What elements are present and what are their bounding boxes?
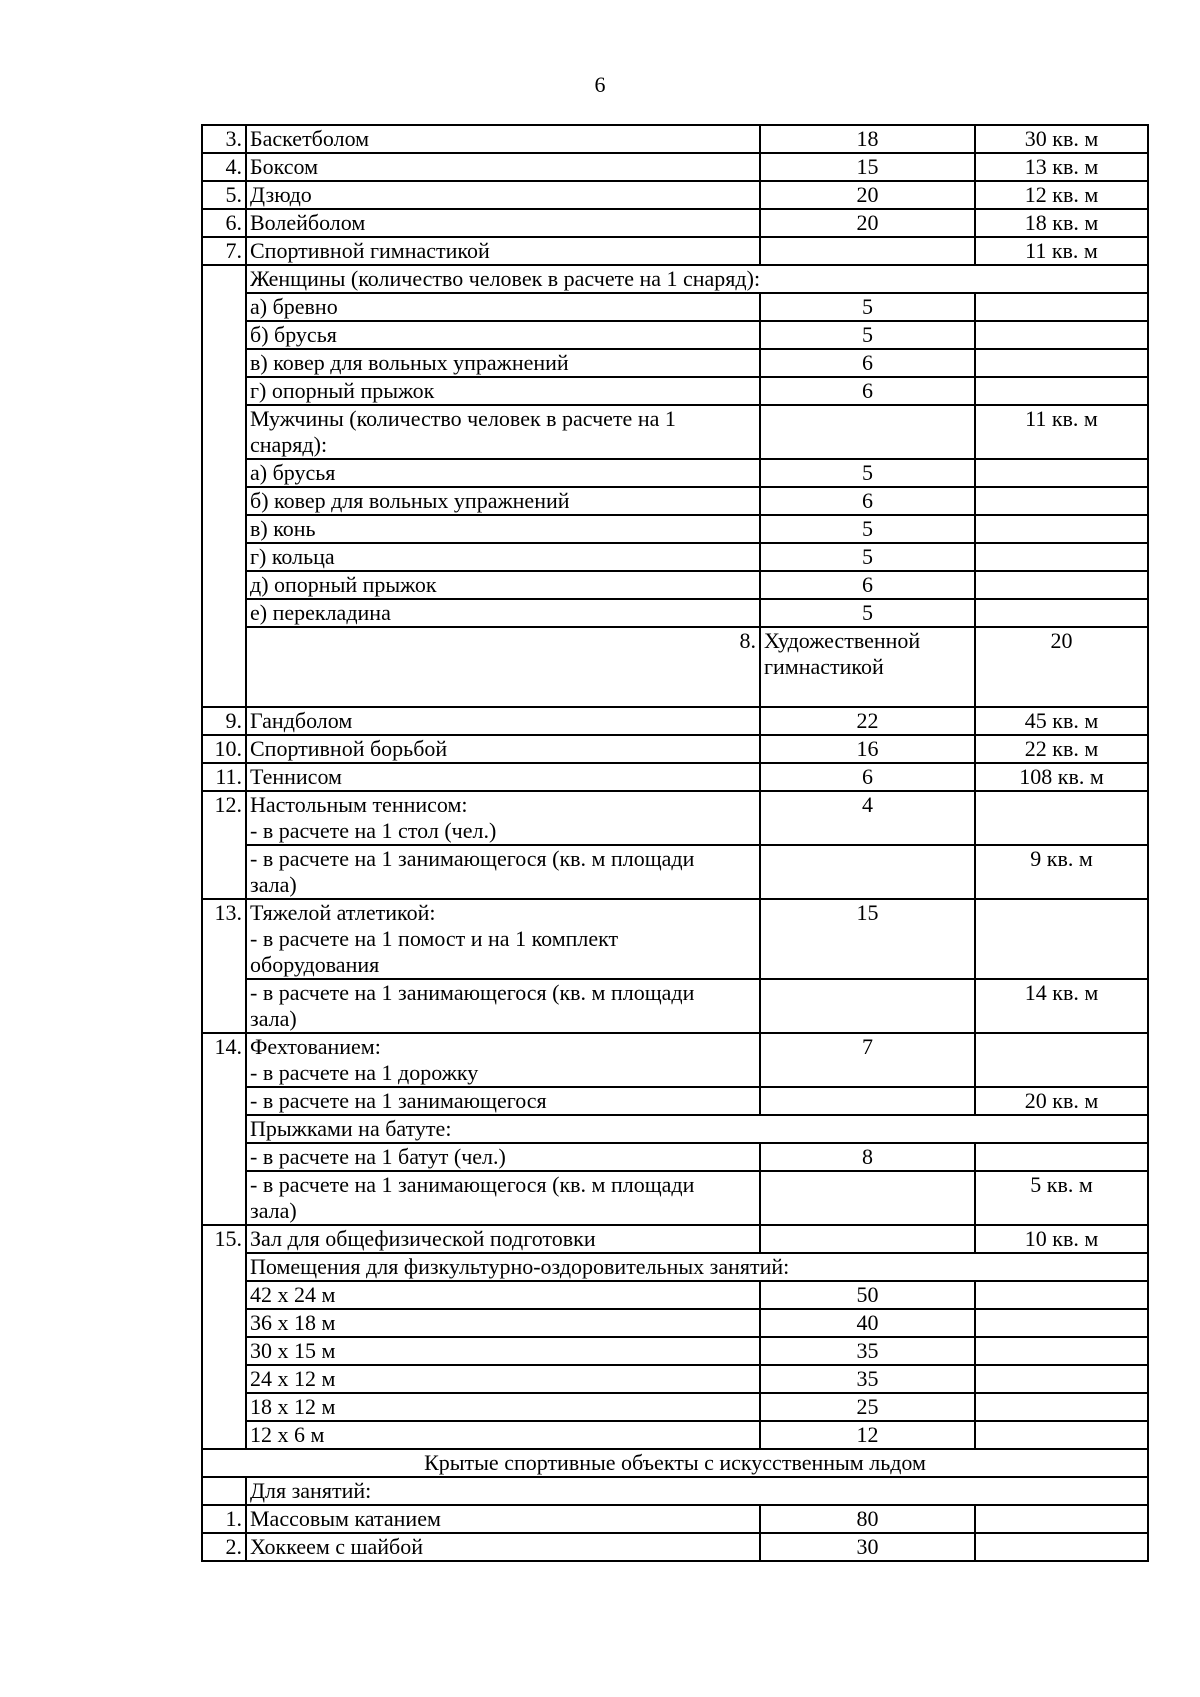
empty-cell: [760, 405, 975, 459]
women-header: Женщины (количество человек в расчете на 1 снаряд):: [246, 265, 1148, 293]
for-classes-label: Для занятий:: [246, 1477, 1148, 1505]
room-size: 12 х 6 м: [246, 1421, 760, 1449]
people-count: 12: [760, 1421, 975, 1449]
people-count: 6: [760, 377, 975, 405]
empty-cell: [975, 1143, 1148, 1171]
table-row: [202, 321, 1148, 349]
room-size: 42 х 24 м: [246, 1281, 760, 1309]
table-row: [202, 1225, 1148, 1253]
apparatus-name: б) брусья: [246, 321, 760, 349]
area-per-person: 20 кв. м: [975, 1087, 1148, 1115]
empty-cell: [760, 979, 975, 1033]
room-size: 24 х 12 м: [246, 1365, 760, 1393]
people-count: 5: [760, 599, 975, 627]
sub-criterion: - в расчете на 1 занимающегося: [246, 1087, 760, 1115]
table-row: [202, 707, 1148, 735]
sport-name: [246, 791, 760, 845]
sport-title: Настольным теннисом:: [250, 792, 468, 817]
apparatus-name: в) ковер для вольных упражнений: [246, 349, 760, 377]
table-row: [202, 1253, 1148, 1281]
apparatus-name: д) опорный прыжок: [246, 571, 760, 599]
people-count: 16: [760, 735, 975, 763]
people-count: 50: [760, 1281, 975, 1309]
area-per-person: 30 кв. м: [975, 125, 1148, 153]
sub-criterion: - в расчете на 1 стол (чел.): [250, 818, 497, 843]
people-count: 35: [760, 1337, 975, 1365]
table-row: [202, 1171, 1148, 1225]
rooms-header: Помещения для физкультурно-оздоровительных занятий:: [246, 1253, 1148, 1281]
empty-cell: [760, 1087, 975, 1115]
men-header-line: снаряд):: [250, 432, 328, 457]
activity-name: Хоккеем с шайбой: [246, 1533, 760, 1561]
sub-criterion: [246, 845, 760, 899]
apparatus-name: г) опорный прыжок: [246, 377, 760, 405]
empty-cell: [760, 1171, 975, 1225]
sub-criterion-line: - в расчете на 1 занимающегося (кв. м площади: [250, 980, 695, 1005]
table-row: [202, 571, 1148, 599]
people-count: 20: [975, 627, 1148, 707]
row-number: 1.: [202, 1505, 246, 1533]
table-row: [202, 791, 1148, 845]
people-count: 8: [760, 1143, 975, 1171]
row-number: 2.: [202, 1533, 246, 1561]
table-row: [202, 405, 1148, 459]
area-per-person: 11 кв. м: [975, 405, 1148, 459]
sub-criterion-line: - в расчете на 1 занимающегося (кв. м площади: [250, 1172, 695, 1197]
table-row: [202, 1505, 1148, 1533]
row-number: 10.: [202, 735, 246, 763]
empty-cell: [975, 791, 1148, 845]
activity-name: Массовым катанием: [246, 1505, 760, 1533]
empty-cell: [760, 845, 975, 899]
row-number: 5.: [202, 181, 246, 209]
empty-number-cell: [202, 1477, 246, 1505]
table-row: [202, 515, 1148, 543]
table-row: [202, 1533, 1148, 1561]
table-row: [202, 979, 1148, 1033]
sport-name: Волейболом: [246, 209, 760, 237]
table-row: [202, 265, 1148, 293]
people-count: 5: [760, 543, 975, 571]
sub-criterion-line: - в расчете на 1 помост и на 1 комплект: [250, 926, 619, 951]
people-count: 6: [760, 349, 975, 377]
row-number: 13.: [202, 899, 246, 1033]
table-row: [202, 1449, 1148, 1477]
area-per-person: [975, 1505, 1148, 1533]
table-row: [202, 293, 1148, 321]
sport-name: Теннисом: [246, 763, 760, 791]
empty-cell: [975, 293, 1148, 321]
page-number: 6: [594, 72, 606, 97]
sub-criterion: - в расчете на 1 дорожку: [250, 1060, 479, 1085]
area-per-person: 5 кв. м: [975, 1171, 1148, 1225]
people-count: 6: [760, 763, 975, 791]
area-per-person: 13 кв. м: [975, 153, 1148, 181]
row-number: 11.: [202, 763, 246, 791]
table-row: [202, 377, 1148, 405]
people-count: 6: [760, 571, 975, 599]
men-header-line: Мужчины (количество человек в расчете на 1: [250, 406, 676, 431]
sport-title: Прыжками на батуте:: [246, 1115, 1148, 1143]
people-count: 5: [760, 321, 975, 349]
table-row: [202, 845, 1148, 899]
row-number: 15.: [202, 1225, 246, 1449]
area-per-person: 11 кв. м: [975, 237, 1148, 265]
empty-cell: [975, 1365, 1148, 1393]
empty-cell: [975, 321, 1148, 349]
table-row: [202, 1033, 1148, 1087]
apparatus-name: б) ковер для вольных упражнений: [246, 487, 760, 515]
people-count: 7: [760, 1033, 975, 1087]
sub-criterion-line: зала): [250, 1198, 297, 1223]
sport-title: Фехтованием:: [250, 1034, 381, 1059]
empty-cell: [760, 1225, 975, 1253]
area-per-person: 22 кв. м: [975, 735, 1148, 763]
empty-cell: [975, 1309, 1148, 1337]
table-row: [202, 1281, 1148, 1309]
row-number: 4.: [202, 153, 246, 181]
empty-number-cell: [202, 265, 246, 707]
table-row: [202, 153, 1148, 181]
apparatus-name: в) конь: [246, 515, 760, 543]
people-count: 35: [760, 1365, 975, 1393]
table-row: [202, 459, 1148, 487]
table-row: [202, 1143, 1148, 1171]
table-row: [202, 1115, 1148, 1143]
empty-cell: [975, 1281, 1148, 1309]
row-number: 3.: [202, 125, 246, 153]
sub-criterion-line: зала): [250, 1006, 297, 1031]
empty-cell: [975, 459, 1148, 487]
empty-cell: [975, 571, 1148, 599]
people-count: 5: [760, 515, 975, 543]
table-row: [202, 1393, 1148, 1421]
people-count: 30: [760, 1533, 975, 1561]
table-row: [202, 627, 1148, 707]
empty-cell: [975, 599, 1148, 627]
empty-cell: [975, 543, 1148, 571]
room-size: 18 х 12 м: [246, 1393, 760, 1421]
area-per-person: 108 кв. м: [975, 763, 1148, 791]
people-count: 25: [760, 1393, 975, 1421]
table-row: [202, 1087, 1148, 1115]
empty-cell: [975, 1033, 1148, 1087]
table-row: [202, 237, 1148, 265]
people-count: 20: [760, 209, 975, 237]
table-row: [202, 181, 1148, 209]
empty-cell: [975, 515, 1148, 543]
row-number: 12.: [202, 791, 246, 899]
empty-cell: [975, 1393, 1148, 1421]
people-count: 4: [760, 791, 975, 845]
people-count: 15: [760, 899, 975, 979]
empty-cell: [975, 1337, 1148, 1365]
area-per-person: 45 кв. м: [975, 707, 1148, 735]
people-count: 40: [760, 1309, 975, 1337]
sport-name: [246, 899, 760, 979]
table-row: [202, 763, 1148, 791]
area-per-person: [975, 1533, 1148, 1561]
row-number: 8.: [246, 627, 760, 707]
sport-name: Баскетболом: [246, 125, 760, 153]
people-count: 18: [760, 125, 975, 153]
sub-criterion: [246, 979, 760, 1033]
people-count: 5: [760, 293, 975, 321]
area-per-person: 9 кв. м: [975, 845, 1148, 899]
table-row: [202, 209, 1148, 237]
area-per-person: 18 кв. м: [975, 209, 1148, 237]
room-size: 30 х 15 м: [246, 1337, 760, 1365]
table-row: [202, 487, 1148, 515]
table-row: [202, 1309, 1148, 1337]
table-row: [202, 125, 1148, 153]
norms-table: [201, 124, 1149, 1562]
empty-cell: [975, 487, 1148, 515]
sport-name: Художественной гимнастикой: [760, 627, 975, 707]
sub-criterion-line: - в расчете на 1 занимающегося (кв. м площади: [250, 846, 695, 871]
empty-cell: [975, 349, 1148, 377]
table-row: [202, 349, 1148, 377]
area-per-person: 12 кв. м: [975, 181, 1148, 209]
people-count: 15: [760, 153, 975, 181]
sport-name: [246, 1033, 760, 1087]
empty-cell: [975, 377, 1148, 405]
sub-criterion: [246, 1171, 760, 1225]
table-row: [202, 1337, 1148, 1365]
people-count: 20: [760, 181, 975, 209]
table-row: [202, 1477, 1148, 1505]
sport-title: Тяжелой атлетикой:: [250, 900, 436, 925]
row-number: 7.: [202, 237, 246, 265]
people-count: 5: [760, 459, 975, 487]
row-number: 9.: [202, 707, 246, 735]
area-per-person: 14 кв. м: [975, 979, 1148, 1033]
sub-criterion: - в расчете на 1 батут (чел.): [246, 1143, 760, 1171]
apparatus-name: г) кольца: [246, 543, 760, 571]
people-count: [760, 237, 975, 265]
section-heading: Крытые спортивные объекты с искусственным льдом: [202, 1449, 1148, 1477]
area-per-person: 10 кв. м: [975, 1225, 1148, 1253]
apparatus-name: а) бревно: [246, 293, 760, 321]
room-size: 36 х 18 м: [246, 1309, 760, 1337]
empty-cell: [975, 1421, 1148, 1449]
row-number: 14.: [202, 1033, 246, 1225]
sport-name: Спортивной борьбой: [246, 735, 760, 763]
apparatus-name: а) брусья: [246, 459, 760, 487]
apparatus-name: е) перекладина: [246, 599, 760, 627]
sub-criterion-line: оборудования: [250, 952, 380, 977]
row-number: 6.: [202, 209, 246, 237]
table-row: [202, 543, 1148, 571]
sport-name: Дзюдо: [246, 181, 760, 209]
sport-name: Гандболом: [246, 707, 760, 735]
sport-name: Зал для общефизической подготовки: [246, 1225, 760, 1253]
table-row: [202, 735, 1148, 763]
table-row: [202, 599, 1148, 627]
empty-cell: [975, 899, 1148, 979]
sport-name: Боксом: [246, 153, 760, 181]
table-row: [202, 899, 1148, 979]
table-row: [202, 1421, 1148, 1449]
table-row: [202, 1365, 1148, 1393]
sub-criterion-line: зала): [250, 872, 297, 897]
people-count: 22: [760, 707, 975, 735]
people-count: 6: [760, 487, 975, 515]
sport-name: Спортивной гимнастикой: [246, 237, 760, 265]
men-header: [246, 405, 760, 459]
people-count: 80: [760, 1505, 975, 1533]
